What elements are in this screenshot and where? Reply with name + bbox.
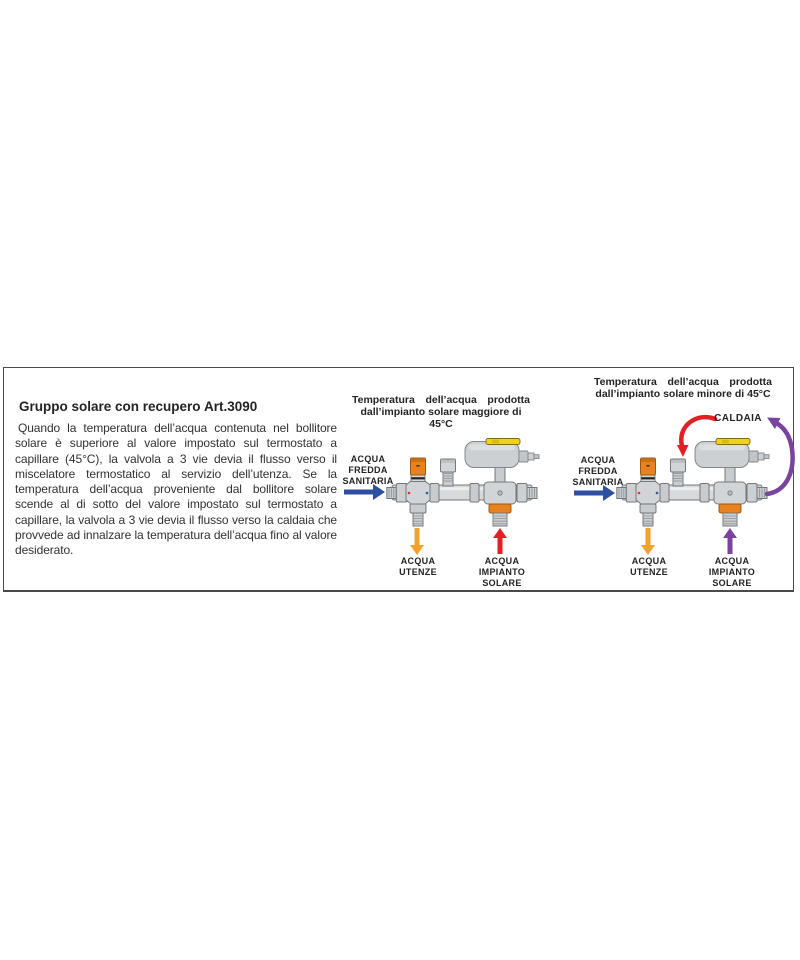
solar-water-arrow-hot (493, 528, 507, 554)
diagram-cold-title: Temperatura dell’acqua prodotta dall’impianto solare minore di 45°C (594, 376, 772, 400)
boiler-label: CALDAIA (714, 413, 762, 424)
boiler-return-arrow-curve (767, 424, 793, 494)
cold-water-label-hot: ACQUA FREDDA SANITARIA (342, 454, 394, 486)
solar-water-label-hot: ACQUA IMPIANTO SOLARE (478, 556, 526, 588)
article-text-block (15, 399, 337, 559)
valve-assembly-illustration-hot (387, 439, 539, 527)
utility-water-label-cold: ACQUA UTENZE (630, 556, 668, 577)
cold-water-arrow-hot (344, 484, 385, 500)
article-code: Art.3090 (204, 399, 258, 414)
solar-water-arrow-cold (723, 528, 737, 554)
boiler-supply-arrow-head (677, 445, 689, 457)
article-body: Quando la temperatura dell’acqua contenuta nel bollitore solare è superiore al valore impostato sul termostato a capillare (45°C), la valvola a 3 vie devia il flusso verso il miscelatore termostatico al servizio dell’utenza. Se la temperatura dell’acqua proveniente dal bollitore solare scende al di sotto del valore impostato sul termostato a capillare, la valvola a 3 vie devia il flusso verso la caldaia che provvede ad innalzare la temperatura dell’acqua fino al valore desiderato. (15, 421, 337, 558)
utility-water-label-hot: ACQUA UTENZE (399, 556, 437, 577)
article-title: Gruppo solare con recupero (19, 399, 201, 414)
cold-water-label-cold: ACQUA FREDDA SANITARIA (572, 455, 624, 487)
solar-water-label-cold: ACQUA IMPIANTO SOLARE (708, 556, 756, 588)
utility-water-arrow-hot (410, 528, 424, 555)
content-panel (3, 367, 794, 592)
valve-assembly-illustration-cold (617, 439, 769, 527)
diagram-hot-title: Temperatura dell’acqua prodotta dall’impianto solare maggiore di 45°C (352, 394, 530, 430)
cold-water-arrow-cold (574, 485, 615, 501)
utility-water-arrow-cold (641, 528, 655, 555)
article-header (15, 399, 337, 417)
